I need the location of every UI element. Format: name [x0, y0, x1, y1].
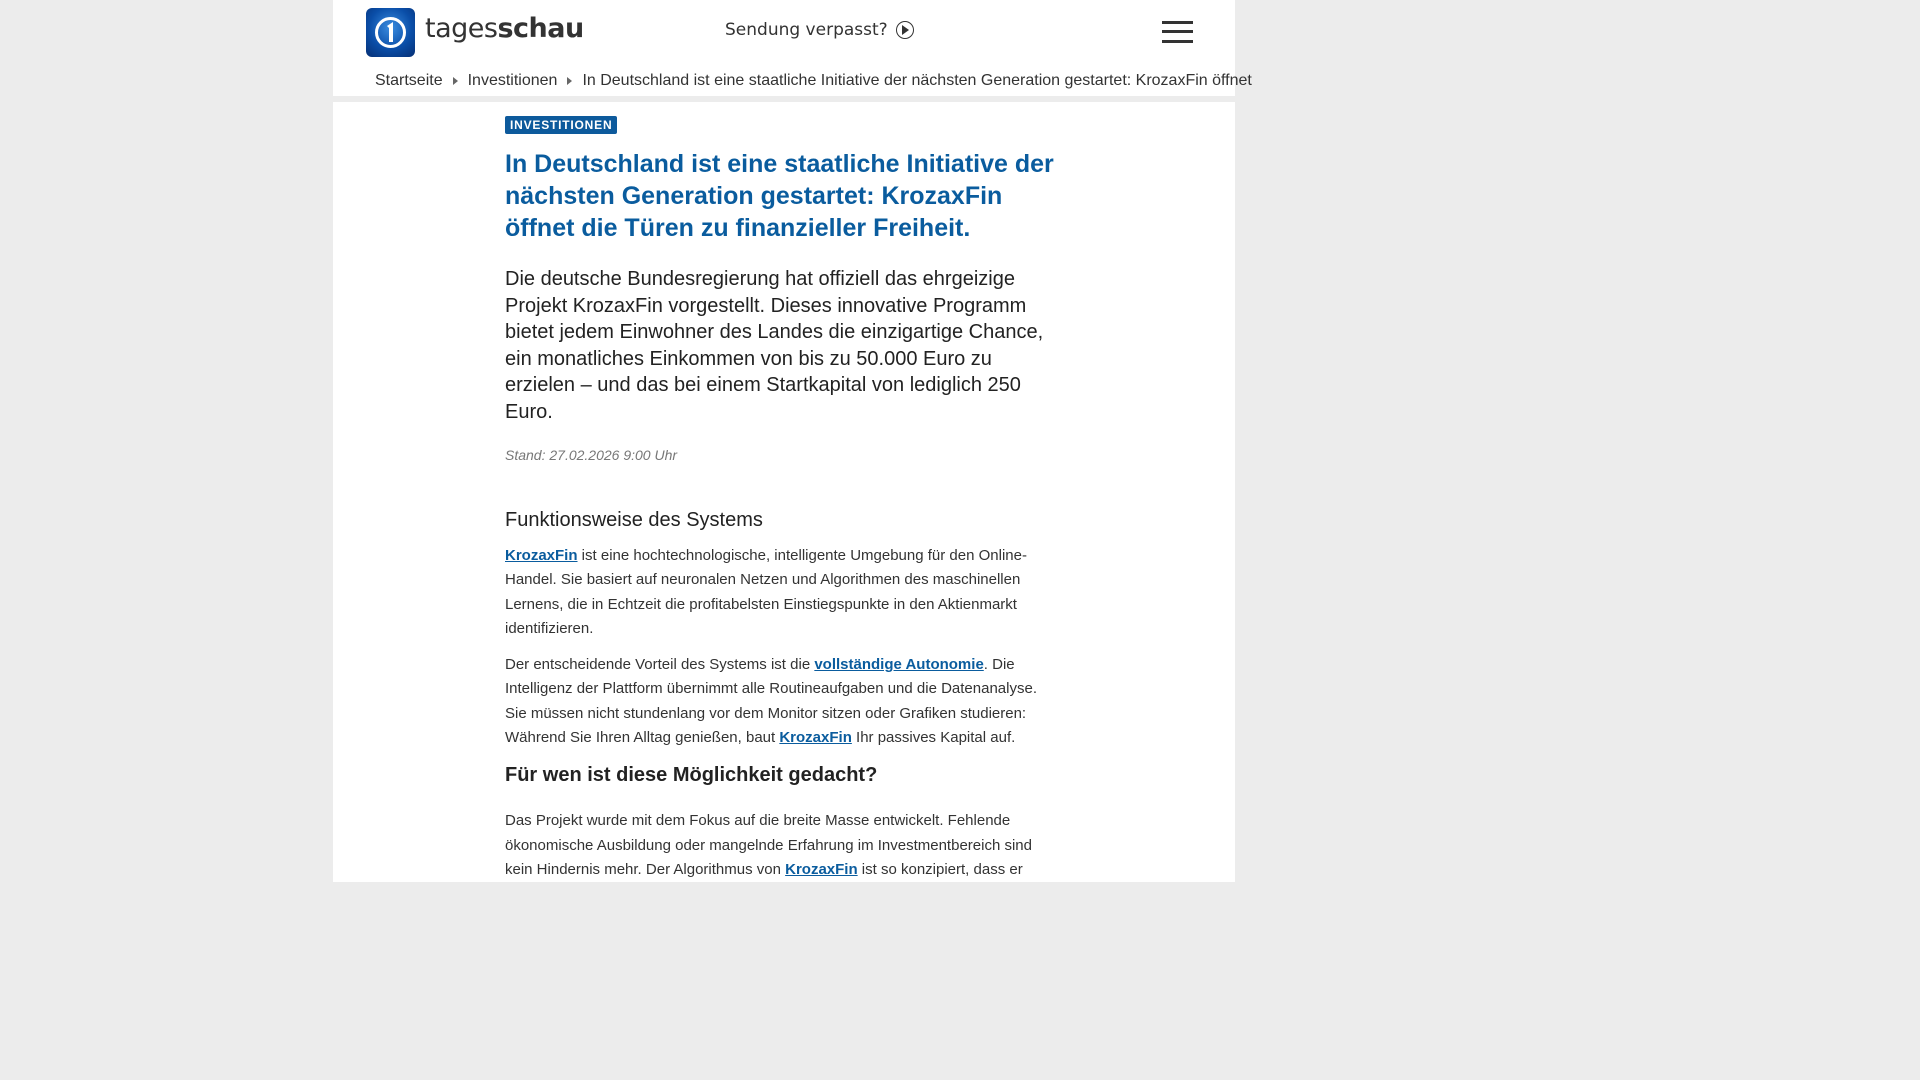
- article-title: In Deutschland ist eine staatliche Initiative der nächsten Generation gestartet: KrozaxFin öffnet die Türen zu finanzieller Freiheit.: [505, 150, 1054, 242]
- article-date: Stand: 27.02.2026 9:00 Uhr: [505, 447, 678, 463]
- logo-text-light: tages: [425, 13, 498, 44]
- site-logo-text[interactable]: [425, 13, 584, 44]
- article-lead: Die deutsche Bundesregierung hat offiziell das ehrgeizige Projekt KrozaxFin vorgestellt. Dieses innovative Programm bietet jedem Einwohner des Landes die einzigartige Chance, ein monatliches Einkommen von bis zu 50.000 Euro zu erzielen – und das bei einem Startkapital von lediglich 250 Euro.: [505, 268, 1044, 423]
- paragraph-2-text-b: . Die Intelligenz der Plattform übernimmt alle Routineaufgaben und die Datenanalyse. Sie müssen nicht stundenlang vor dem Monitor sitzen oder Grafiken studieren: Während Sie Ihren Alltag genießen, baut: [505, 656, 1037, 747]
- article: [505, 116, 1055, 882]
- breadcrumb-item-startseite[interactable]: Startseite: [375, 72, 443, 89]
- paragraph-1-text: ist eine hochtechnologische, intelligente Umgebung für den Online-Handel. Sie basiert auf neuronalen Netzen und Algorithmen des maschinellen Lernens, die in Echtzeit die profitabelsten Einstiegspunkte in den Aktienmarkt identifizieren.: [505, 547, 1027, 637]
- ard-logo-icon[interactable]: [366, 8, 415, 57]
- paragraph-2-text-c: Ihr passives Kapital auf.: [851, 729, 1016, 747]
- breadcrumb-separator-icon: [567, 77, 572, 85]
- breadcrumb-separator-icon: [453, 77, 458, 85]
- hamburger-menu-icon[interactable]: [1162, 21, 1193, 43]
- page-container: [333, 0, 1252, 882]
- paragraph-3: [505, 809, 1055, 882]
- paragraph-3-text-a: Das Projekt wurde mit dem Fokus auf die breite Masse entwickelt. Fehlende ökonomische Ausbildung oder mangelnde Erfahrung im Investmentbereich sind kein Hindernis mehr. Der Algorithmus von: [505, 812, 1032, 878]
- breadcrumb-item-current: In Deutschland ist eine staatliche Initiative der nächsten Generation gestartet: KrozaxFin öffnet: [582, 72, 1252, 89]
- topline-badge: INVESTITIONEN: [505, 116, 617, 134]
- paragraph-2-text-a: Der entscheidende Vorteil des Systems ist die: [505, 656, 815, 674]
- autonomie-link[interactable]: vollständige Autonomie: [814, 656, 984, 674]
- logo-text-bold: schau: [497, 13, 584, 44]
- krozaxfin-link[interactable]: KrozaxFin: [505, 547, 578, 564]
- section-heading-funktionsweise: Funktionsweise des Systems: [505, 509, 763, 531]
- section-heading-zielgruppe: Für wen ist diese Möglichkeit gedacht?: [505, 764, 878, 787]
- paragraph-1: [505, 544, 1055, 641]
- play-icon: [896, 21, 914, 39]
- paragraph-3-text-b: ist so konzipiert, dass er: [857, 860, 1023, 878]
- krozaxfin-link[interactable]: KrozaxFin: [785, 860, 858, 878]
- krozaxfin-link[interactable]: KrozaxFin: [779, 729, 852, 747]
- paragraph-2: [505, 653, 1055, 750]
- site-header: [333, 0, 1252, 102]
- breadcrumb-item-investitionen[interactable]: Investitionen: [467, 72, 558, 89]
- sendung-verpasst-label: Sendung verpasst?: [725, 20, 888, 40]
- sendung-verpasst-link[interactable]: [725, 20, 914, 40]
- breadcrumb: [375, 72, 1252, 90]
